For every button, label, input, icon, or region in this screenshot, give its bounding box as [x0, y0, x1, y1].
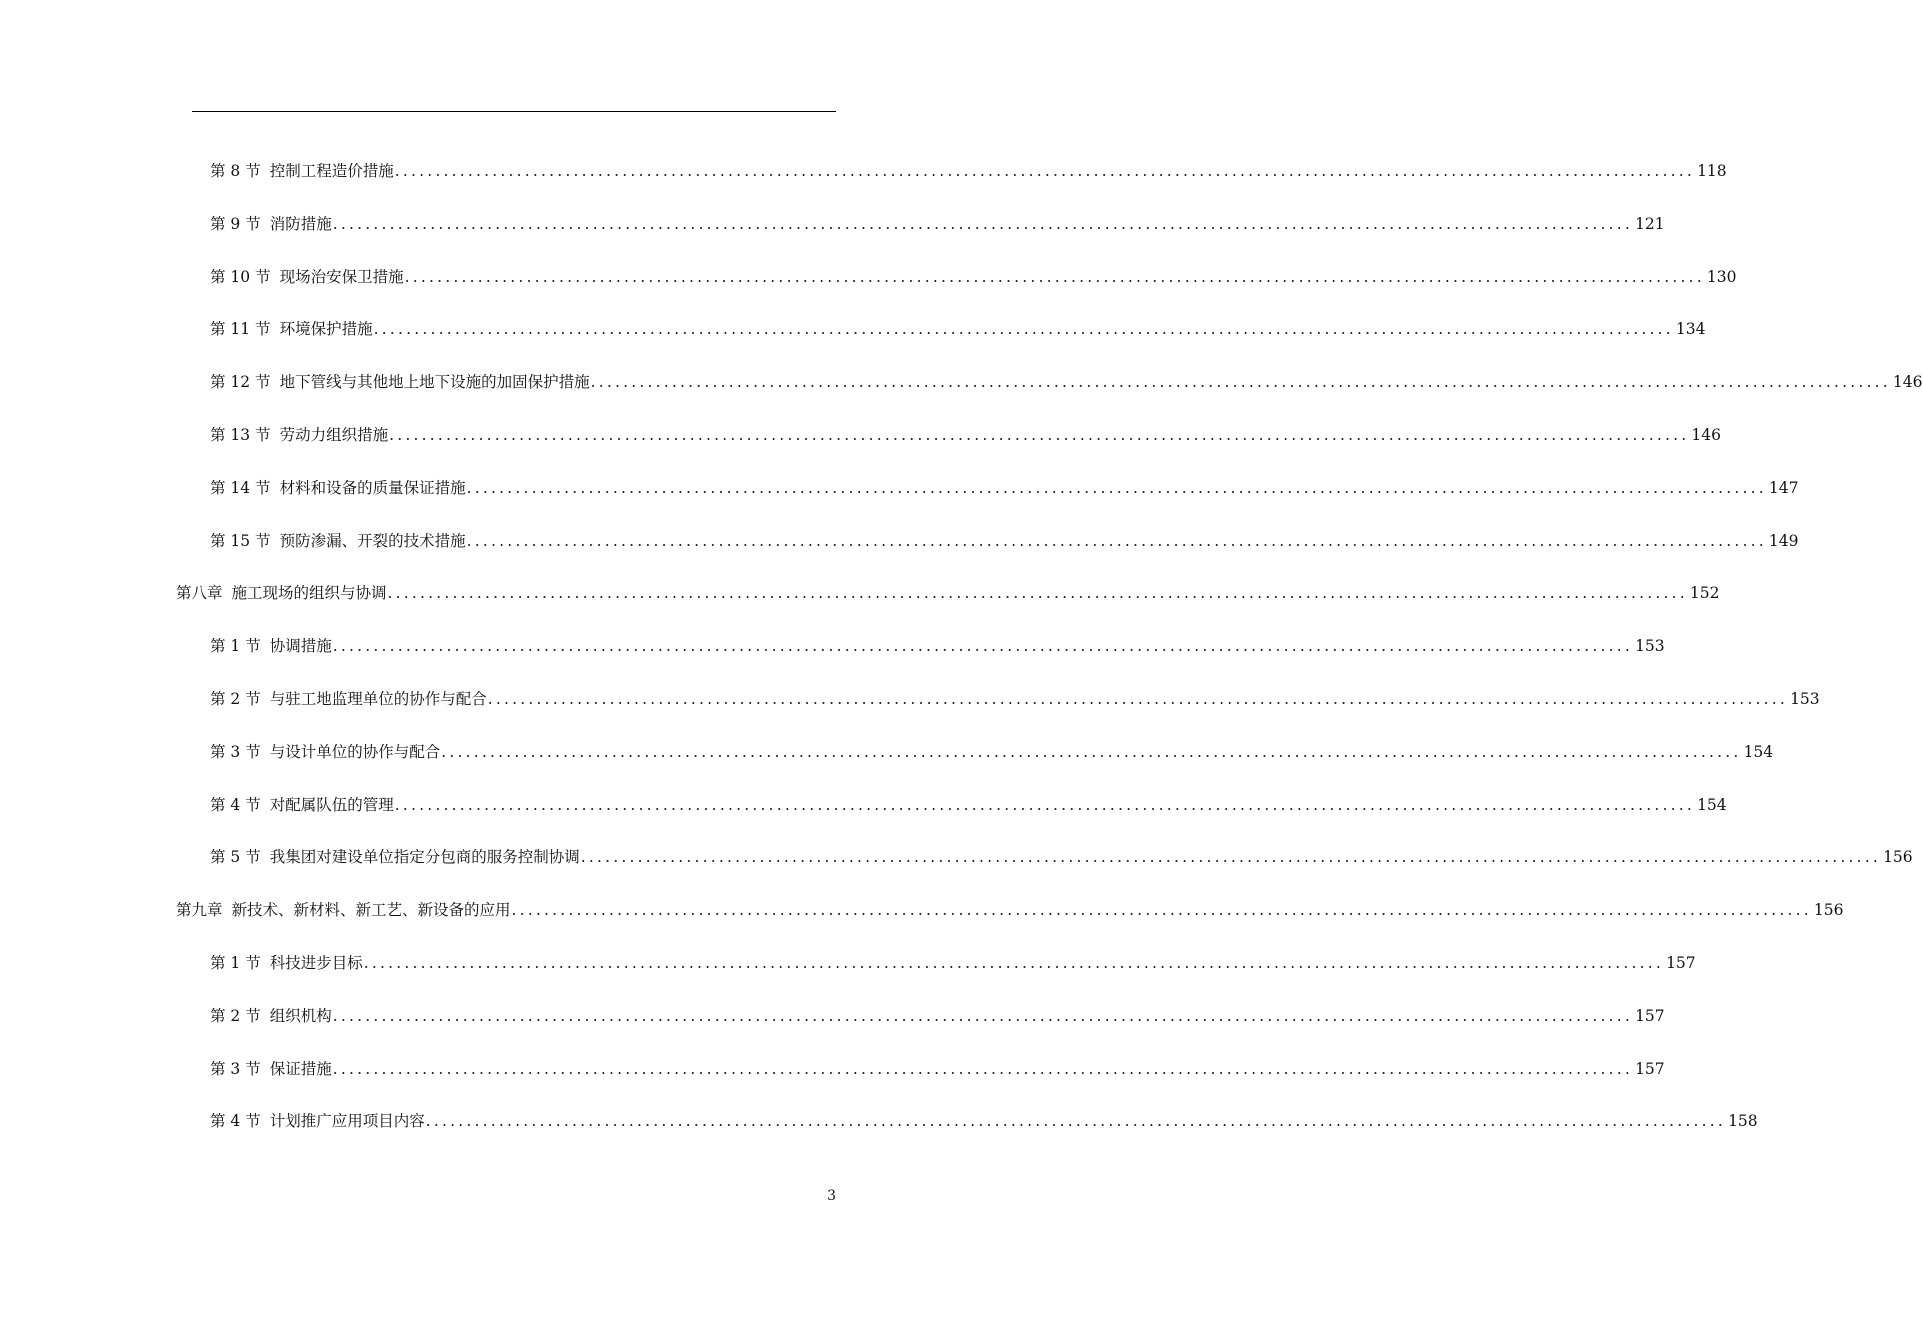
- toc-entry-number: 第 5 节: [210, 848, 261, 867]
- toc-entry-title: 科技进步目标: [269, 954, 363, 972]
- toc-dot-leader: ................................................................................................................................................................: [332, 1006, 1634, 1025]
- toc-entry-section-1[interactable]: [210, 635, 1665, 657]
- toc-entry-page: 153: [1635, 637, 1665, 656]
- toc-entry-title: 与驻工地监理单位的协作与配合: [269, 690, 487, 708]
- toc-dot-leader: ................................................................................................................................................................: [394, 162, 1696, 180]
- toc-entry-section-14[interactable]: [210, 477, 1799, 499]
- toc-dot-leader: ................................................................................................................................................................: [511, 901, 1812, 920]
- toc-entry-title: 对配属队伍的管理: [269, 795, 394, 814]
- toc-entry-section-15[interactable]: [210, 530, 1799, 552]
- toc-entry-page: 153: [1790, 690, 1820, 708]
- toc-entry-section-2[interactable]: [210, 1005, 1665, 1027]
- toc-entry-number: 第 3 节: [210, 1059, 261, 1078]
- toc-entry-section-11[interactable]: [210, 318, 1706, 340]
- toc-dot-leader: ................................................................................................................................................................: [580, 848, 1882, 867]
- toc-entry-title: 协调措施: [269, 637, 332, 656]
- toc-entry-section-5[interactable]: [210, 846, 1913, 868]
- toc-entry-section-12[interactable]: [210, 371, 1923, 393]
- toc-entry-page: 154: [1743, 742, 1774, 761]
- toc-entry-title: 材料和设备的质量保证措施: [279, 478, 466, 497]
- toc-entry-number: 第 13 节: [210, 426, 271, 444]
- toc-dot-leader: ................................................................................................................................................................: [373, 320, 1674, 339]
- toc-dot-leader: ................................................................................................................................................................: [332, 214, 1634, 233]
- toc-entry-title: 新技术、新材料、新工艺、新设备的应用: [231, 901, 511, 920]
- toc-entry-section-2[interactable]: [210, 688, 1820, 710]
- toc-entry-number: 第 8 节: [210, 162, 261, 180]
- toc-dot-leader: ................................................................................................................................................................: [425, 1112, 1727, 1131]
- toc-entry-number: 第 4 节: [210, 795, 261, 814]
- toc-dot-leader: ................................................................................................................................................................: [487, 690, 1789, 708]
- header-rule: [192, 111, 836, 112]
- toc-entry-page: 156: [1883, 848, 1913, 867]
- toc-dot-leader: ................................................................................................................................................................: [394, 795, 1696, 814]
- toc-entry-page: 146: [1691, 426, 1722, 444]
- toc-entry-number: 第 15 节: [210, 531, 271, 550]
- toc-entry-title: 消防措施: [269, 214, 332, 233]
- toc-dot-leader: ................................................................................................................................................................: [590, 373, 1891, 392]
- toc-entry-section-8[interactable]: [210, 160, 1727, 182]
- toc-entry-title: 劳动力组织措施: [279, 426, 389, 444]
- toc-dot-leader: ................................................................................................................................................................: [332, 1059, 1634, 1078]
- toc-entry-section-3[interactable]: [210, 1058, 1665, 1080]
- toc-dot-leader: ................................................................................................................................................................: [387, 584, 1688, 603]
- toc-entry-number: 第八章: [176, 584, 223, 603]
- toc-dot-leader: ................................................................................................................................................................: [466, 531, 1767, 550]
- page-number: 3: [827, 1188, 836, 1204]
- toc-dot-leader: ................................................................................................................................................................: [389, 426, 1690, 444]
- toc-entry-chapter-8[interactable]: [176, 582, 1720, 604]
- toc-entry-chapter-9[interactable]: [176, 899, 1844, 921]
- toc-entry-page: 156: [1813, 901, 1844, 920]
- toc-entry-number: 第 10 节: [210, 267, 271, 286]
- toc-entry-number: 第 2 节: [210, 1006, 261, 1025]
- toc-entry-title: 我集团对建设单位指定分包商的服务控制协调: [269, 848, 580, 867]
- toc-entry-number: 第九章: [176, 901, 223, 920]
- toc-entry-title: 地下管线与其他地上地下设施的加固保护措施: [279, 373, 590, 392]
- toc-entry-number: 第 1 节: [210, 637, 261, 656]
- toc-entry-page: 157: [1666, 954, 1696, 972]
- toc-entry-title: 计划推广应用项目内容: [269, 1112, 425, 1131]
- toc-entry-title: 环境保护措施: [279, 320, 373, 339]
- toc-dot-leader: ................................................................................................................................................................: [332, 637, 1634, 656]
- toc-entry-page: 152: [1689, 584, 1720, 603]
- toc-entry-page: 158: [1728, 1112, 1758, 1131]
- toc-entry-page: 157: [1635, 1006, 1665, 1025]
- toc-entry-page: 154: [1697, 795, 1727, 814]
- toc-entry-number: 第 4 节: [210, 1112, 261, 1131]
- toc-entry-section-3[interactable]: [210, 741, 1774, 763]
- toc-entry-number: 第 12 节: [210, 373, 271, 392]
- toc-entry-title: 保证措施: [269, 1059, 332, 1078]
- toc-entry-section-4[interactable]: [210, 1110, 1758, 1132]
- toc-entry-number: 第 2 节: [210, 690, 261, 708]
- toc-dot-leader: ................................................................................................................................................................: [363, 954, 1665, 972]
- toc-entry-page: 149: [1768, 531, 1799, 550]
- toc-entry-title: 预防渗漏、开裂的技术措施: [279, 531, 466, 550]
- toc-entry-page: 134: [1675, 320, 1706, 339]
- toc-entry-title: 控制工程造价措施: [269, 162, 394, 180]
- toc-entry-page: 130: [1706, 267, 1737, 286]
- toc-entry-page: 146: [1892, 373, 1923, 392]
- toc-entry-number: 第 1 节: [210, 954, 261, 972]
- toc-entry-number: 第 3 节: [210, 742, 261, 761]
- toc-dot-leader: ................................................................................................................................................................: [404, 267, 1705, 286]
- toc-dot-leader: ................................................................................................................................................................: [441, 742, 1742, 761]
- toc-entry-section-13[interactable]: [210, 424, 1722, 446]
- toc-entry-section-4[interactable]: [210, 794, 1727, 816]
- toc-entry-number: 第 11 节: [210, 320, 271, 339]
- toc-entry-section-1[interactable]: [210, 952, 1696, 974]
- toc-entry-title: 组织机构: [269, 1006, 332, 1025]
- toc-entry-page: 118: [1697, 162, 1727, 180]
- toc-dot-leader: ................................................................................................................................................................: [466, 478, 1767, 497]
- toc-entry-section-10[interactable]: [210, 266, 1737, 288]
- toc-entry-title: 与设计单位的协作与配合: [269, 742, 441, 761]
- toc-entry-number: 第 9 节: [210, 214, 261, 233]
- toc-entry-title: 现场治安保卫措施: [279, 267, 404, 286]
- toc-entry-page: 157: [1635, 1059, 1665, 1078]
- toc-entry-page: 121: [1635, 214, 1665, 233]
- toc-entry-page: 147: [1768, 478, 1799, 497]
- toc-entry-section-9[interactable]: [210, 213, 1665, 235]
- toc-entry-number: 第 14 节: [210, 478, 271, 497]
- toc-entry-title: 施工现场的组织与协调: [231, 584, 387, 603]
